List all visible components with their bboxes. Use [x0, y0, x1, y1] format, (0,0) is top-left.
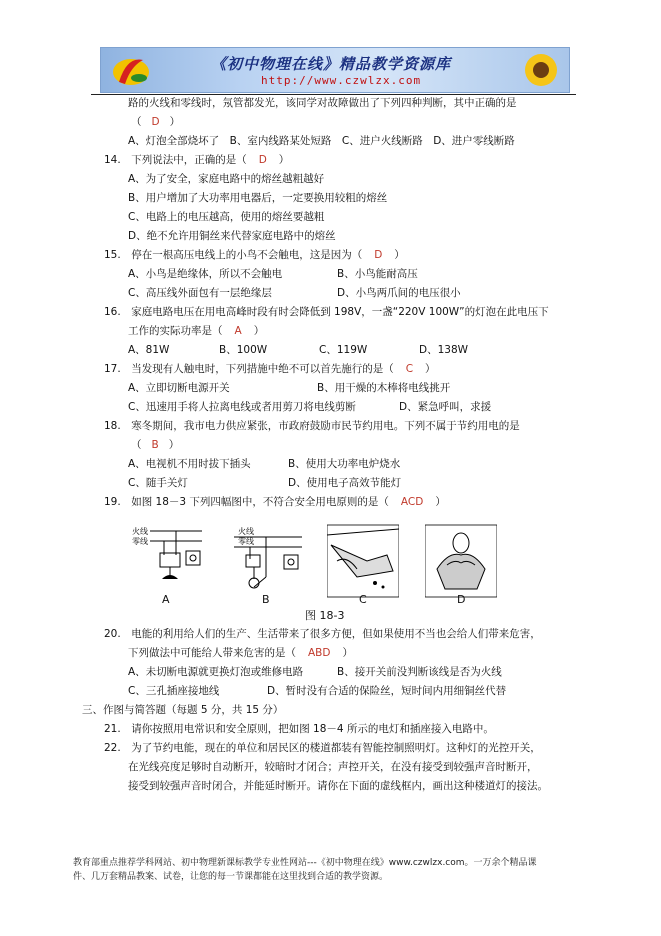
q18-option-a: A、电视机不用时拔下插头	[128, 458, 251, 470]
q16-option-b: B、100W	[219, 344, 268, 356]
q13-paren-open: （	[131, 116, 142, 128]
figure-d-illustration	[425, 517, 497, 605]
q20-option-d: D、暂时没有合适的保险丝，短时间内用细铜丝代替	[267, 685, 507, 697]
q15-answer: D	[374, 249, 383, 261]
header-divider	[91, 94, 576, 95]
q14-stem-text: 14. 下列说法中，正确的是（	[104, 154, 247, 166]
q17-option-d: D、紧急呼叫，求援	[399, 401, 492, 413]
q18-paren-open: （	[131, 439, 142, 451]
footer-line1: 教育部重点推荐学科网站、初中物理新课标教学专业性网站---《初中物理在线》www.czwlzx.com。一万余个精品课	[73, 858, 537, 868]
q13-answer: D	[151, 116, 160, 128]
q15-stem-text: 15. 停在一根高压电线上的小鸟不会触电，这是因为（	[104, 249, 363, 261]
q14-tail: ）	[278, 154, 290, 166]
footer-line2: 件、几万套精品教案、试卷，让您的每一节课都能在这里找到合适的教学资源。	[73, 872, 389, 882]
q13-paren-close: ）	[169, 116, 181, 128]
q15-tail: ）	[394, 249, 405, 261]
figure-b-live-label: 火线	[238, 527, 254, 536]
q17-option-c: C、迅速用手将人拉离电线或者用剪刀将电线剪断	[128, 401, 356, 413]
q20-answer: ABD	[308, 647, 331, 659]
q22-line1: 22. 为了节约电能，现在的单位和居民区的楼道都装有智能控制照明灯。这种灯的光控开关，	[104, 742, 541, 754]
q17-stem-text: 17. 当发现有人触电时，下列措施中绝不可以首先施行的是（	[104, 363, 394, 375]
q16-option-a: A、81W	[128, 344, 170, 356]
q17-option-a: A、立即切断电源开关	[128, 382, 230, 394]
q13-options: A、灯泡全部烧坏了 B、室内线路某处短路 C、进户火线断路 D、进户零线断路	[128, 135, 515, 147]
q20-stem2	[128, 646, 353, 660]
q20-stem: 20. 电能的利用给人们的生产、生活带来了很多方便，但如果使用不当也会给人们带来危害，	[104, 628, 541, 640]
q13-answer-line	[131, 115, 180, 129]
section3-heading: 三、作图与简答题（每题 5 分，共 15 分）	[82, 704, 284, 716]
q17-option-b: B、用干燥的木棒将电线挑开	[317, 382, 451, 394]
q14-stem	[104, 153, 289, 167]
q16-option-c: C、119W	[319, 344, 368, 356]
q22-line2: 在光线亮度足够时自动断开，较暗时才闭合；声控开关，在没有接受到较强声音时断开，	[128, 761, 538, 773]
q18-stem: 18. 寒冬期间，我市电力供应紧张，市政府鼓励市民节约用电。下列不属于节约用电的是	[104, 420, 520, 432]
q20-option-b: B、接开关前没判断该线是否为火线	[337, 666, 502, 678]
q20-option-a: A、未切断电源就更换灯泡或维修电路	[128, 666, 304, 678]
q16-option-d: D、138W	[419, 344, 469, 356]
figure-d-label: D	[457, 593, 466, 606]
page-footer	[73, 856, 593, 884]
site-url[interactable]: http://www.czwlzx.com	[261, 74, 422, 87]
q18-option-c: C、随手关灯	[128, 477, 188, 489]
figure-b-neutral-label: 零线	[238, 537, 254, 546]
figure-b-label: B	[262, 593, 270, 606]
q15-stem	[104, 248, 405, 262]
q14-option-a: A、为了安全，家庭电路中的熔丝越粗越好	[128, 173, 325, 185]
q17-stem	[104, 362, 436, 376]
figure-a-label: A	[162, 593, 170, 606]
figure-a-neutral-label: 零线	[132, 537, 148, 546]
site-logo	[109, 52, 151, 88]
q19-stem	[104, 495, 446, 509]
q17-tail: ）	[425, 363, 436, 375]
figure-caption: 图 18-3	[305, 609, 345, 622]
q18-answer-line	[131, 438, 179, 452]
figure-c-label: C	[359, 593, 367, 606]
q18-paren-close: ）	[168, 439, 180, 451]
q14-option-d: D、绝不允许用铜丝来代替家庭电路中的熔丝	[128, 230, 336, 242]
q16-answer: A	[234, 325, 242, 337]
q15-option-c: C、高压线外面包有一层绝缘层	[128, 287, 272, 299]
site-title: 《初中物理在线》精品教学资源库	[211, 55, 452, 73]
q13-stem: 路的火线和零线时，氖管都发光，该同学对故障做出了下列四种判断，其中正确的是	[128, 97, 517, 109]
q20-tail: ）	[342, 647, 353, 659]
site-banner	[100, 47, 570, 93]
q15-option-b: B、小鸟能耐高压	[337, 268, 418, 280]
q21-text: 21. 请你按照用电常识和安全原则，把如图 18－4 所示的电灯和插座接入电路中。	[104, 723, 494, 735]
q16-stem2-text: 工作的实际功率是（	[128, 325, 223, 337]
q14-option-c: C、电路上的电压越高，使用的熔丝要越粗	[128, 211, 325, 223]
q14-option-b: B、用户增加了大功率用电器后，一定要换用较粗的熔丝	[128, 192, 388, 204]
figure-b-circuit	[230, 517, 302, 605]
q17-answer: C	[405, 363, 414, 375]
q18-option-b: B、使用大功率电炉烧水	[288, 458, 401, 470]
q18-option-d: D、使用电子高效节能灯	[288, 477, 402, 489]
q16-stem2	[128, 324, 264, 338]
q19-stem-text: 19. 如图 18－3 下列四幅图中，不符合安全用电原则的是（	[104, 496, 389, 508]
figure-a-circuit	[130, 517, 202, 605]
q14-answer: D	[258, 154, 267, 166]
q20-stem2-text: 下列做法中可能给人带来危害的是（	[128, 647, 296, 659]
figure-a-live-label: 火线	[132, 527, 148, 536]
sunflower-icon	[519, 50, 563, 90]
q15-option-d: D、小鸟两爪间的电压很小	[337, 287, 461, 299]
q15-option-a: A、小鸟是绝缘体，所以不会触电	[128, 268, 283, 280]
q19-tail: ）	[435, 496, 446, 508]
q16-stem: 16. 家庭电路电压在用电高峰时段有时会降低到 198V，一盏“220V 100W”的灯泡在此电压下	[104, 306, 549, 318]
q22-line3: 接受到较强声音时闭合，并能延时断开。请你在下面的虚线框内，画出这种楼道灯的接法。	[128, 780, 548, 792]
q19-answer: ACD	[400, 496, 424, 508]
q18-answer: B	[151, 439, 159, 451]
q16-tail: ）	[253, 325, 265, 337]
figure-c-illustration	[327, 517, 399, 605]
q20-option-c: C、三孔插座接地线	[128, 685, 220, 697]
